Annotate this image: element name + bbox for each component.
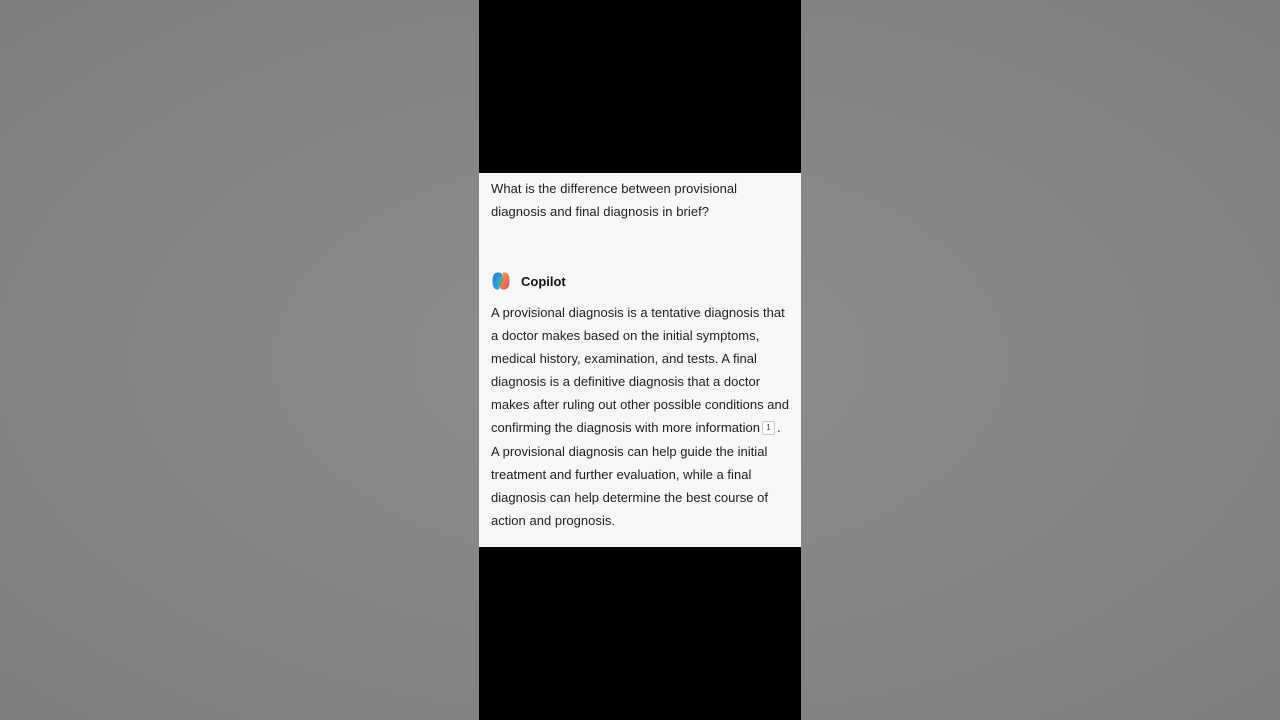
assistant-answer — [491, 301, 791, 532]
assistant-header — [491, 271, 566, 291]
phone-screen — [479, 0, 801, 720]
copilot-logo-icon — [491, 271, 511, 291]
chat-card — [479, 173, 801, 547]
answer-text-part2: . A provisional diagnosis can help guide the initial treatment and further evaluation, while a final diagnosis can help determine the best course of action and prognosis. — [491, 420, 781, 528]
user-question: What is the difference between provisional diagnosis and final diagnosis in brief? — [491, 181, 738, 219]
citation-badge[interactable]: 1 — [762, 421, 775, 435]
assistant-name: Copilot — [521, 273, 566, 289]
answer-text-part1: A provisional diagnosis is a tentative diagnosis that a doctor makes based on the initial symptoms, medical history, examination, and tests. A final diagnosis is a definitive diagnosis that a doctor makes after ruling out other possible conditions and confirming the diagnosis with more information — [491, 305, 790, 436]
